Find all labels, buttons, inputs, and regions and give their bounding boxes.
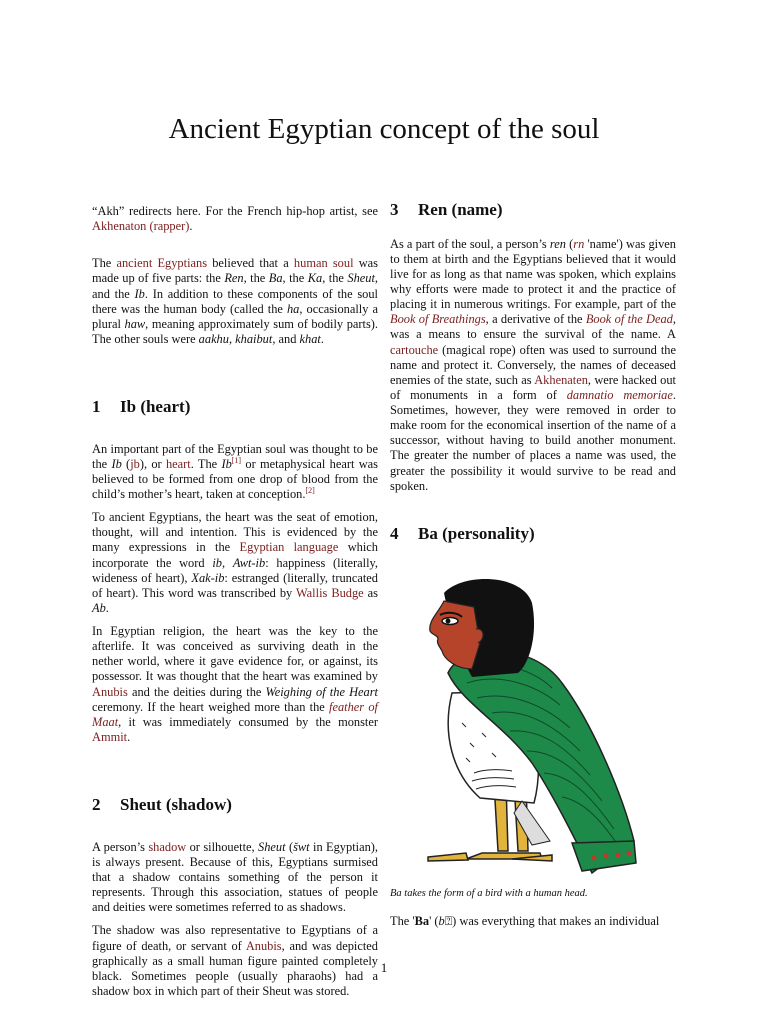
citation-1[interactable]: [1] — [231, 455, 242, 465]
sheut-paragraph-1: A person’s shadow or silhouette, Sheut (šwt in Egyptian), is always present. Because of this, Egyptians surmised that a shadow contains something of the person it represents. Through this association, statues of people and deities were sometimes referred to as shadows. — [92, 839, 378, 915]
right-column — [390, 200, 676, 930]
section-heading-sheut: 2 Sheut (shadow) — [92, 795, 232, 815]
damnatio-memoriae-link[interactable]: damnatio memoriae — [566, 387, 673, 402]
heart-link[interactable]: heart — [165, 456, 191, 471]
ba-bird-figure — [422, 573, 642, 878]
ib-paragraph-3: In Egyptian religion, the heart was the key to the afterlife. It was conceived as surviving death in the nether world, where it gave evidence for, or against, its possessor. It was thought that the heart was examined by Anubis and the deities during the Weighing of the Heart ceremony. If the heart weighed more than the feather of Maat, it was immediately consumed by the monster Ammit. — [92, 624, 378, 744]
section-heading-ba: 4 Ba (personality) — [390, 523, 535, 543]
ib-paragraph-2: To ancient Egyptians, the heart was the seat of emotion, thought, will and intention. This is evidenced by the many expressions in the Egyptian language which incorporate the word ib, Awt-ib: happiness (literally, wideness of heart), Xak-ib: estranged (literally, truncated of heart). This word was transcribed by Wallis Budge as Ab. — [92, 510, 379, 615]
ancient-egyptians-link[interactable]: ancient Egyptians — [116, 256, 208, 271]
hatnote: “Akh” redirects here. For the French hip-hop artist, see Akhenaton (rapper). — [92, 204, 378, 234]
ba-paragraph: The 'Ba' (b⍰) was everything that makes an individual — [390, 914, 660, 929]
anubis-link[interactable]: Anubis — [92, 684, 128, 699]
intro-paragraph: The ancient Egyptians believed that a human soul was made up of five parts: the Ren, the Ba, the Ka, the Sheut, and the Ib. In addition to these components of the soul there was the human body (called the ha, occasionally a plural haw, meaning approximately sum of bodily parts). The other souls were aakhu, khaibut, and khat. — [92, 256, 379, 346]
cartouche-link[interactable]: cartouche — [390, 342, 439, 357]
figure-caption: Ba takes the form of a bird with a human head. — [390, 887, 588, 899]
citation-2[interactable]: [2] — [305, 485, 315, 495]
akhenaton-rapper-link[interactable]: Akhenaton (rapper) — [92, 219, 190, 234]
missing-glyph-icon: ⍰ — [444, 914, 453, 929]
anubis-link-2[interactable]: Anubis — [245, 938, 282, 953]
human-soul-link[interactable]: human soul — [293, 256, 354, 271]
human-face — [430, 601, 480, 669]
jb-link[interactable]: jb — [130, 456, 140, 471]
section-heading-ib: 1 Ib (heart) — [92, 397, 191, 416]
akhenaten-link[interactable]: Akhenaten — [534, 372, 588, 387]
feather-of-maat-link[interactable]: feather of Maat — [92, 699, 378, 729]
page-title: Ancient Egyptian concept of the soul — [168, 113, 600, 145]
ammit-link[interactable]: Ammit — [92, 729, 128, 744]
ren-paragraph: As a part of the soul, a person’s ren (rn 'name') was given to them at birth and the Egyptians believed that it would live for as long as that name was spoken, which explains why efforts were made to protect it and the practice of placing it in numerous writings. For example, part of the Book of Breathings, a derivative of the Book of the Dead, was a means to ensure the survival of the name. A cartouche (magical rope) often was used to surround the name and protect it. Conversely, the names of deceased enemies of the state, such as Akhenaten, were hacked out of monuments in a form of damnatio memoriae. Sometimes, however, they were removed in order to make room for the economical insertion of the name of a successor, without having to build another monument. The greater the number of places a name was used, the greater the possibility it would survive to be read and spoken. — [390, 236, 677, 493]
sheut-paragraph-2: The shadow was also representative to Egyptians of a figure of death, or servant of Anubis, and was depicted graphically as a small human figure painted completely black. Sometimes people (usually pharaohs) had a shadow box in which part of their Sheut was stored. — [92, 923, 378, 998]
book-of-the-dead-link[interactable]: Book of the Dead — [585, 312, 673, 327]
shadow-link[interactable]: shadow — [148, 839, 187, 854]
wallis-budge-link[interactable]: Wallis Budge — [295, 585, 364, 600]
rn-link[interactable]: rn — [573, 236, 585, 251]
book-of-breathings-link[interactable]: Book of Breathings — [390, 312, 486, 327]
section-heading-ren: 3 Ren (name) — [390, 200, 503, 219]
page-number: 1 — [380, 960, 388, 975]
ib-paragraph-1: An important part of the Egyptian soul was thought to be the Ib (jb), or heart. The Ib[1] or metaphysical heart was believed to be formed from one drop of blood from the child’s mother’s heart, taken at conception.[2] — [92, 441, 378, 502]
left-column — [92, 204, 378, 999]
egyptian-language-link[interactable]: Egyptian language — [239, 540, 339, 555]
